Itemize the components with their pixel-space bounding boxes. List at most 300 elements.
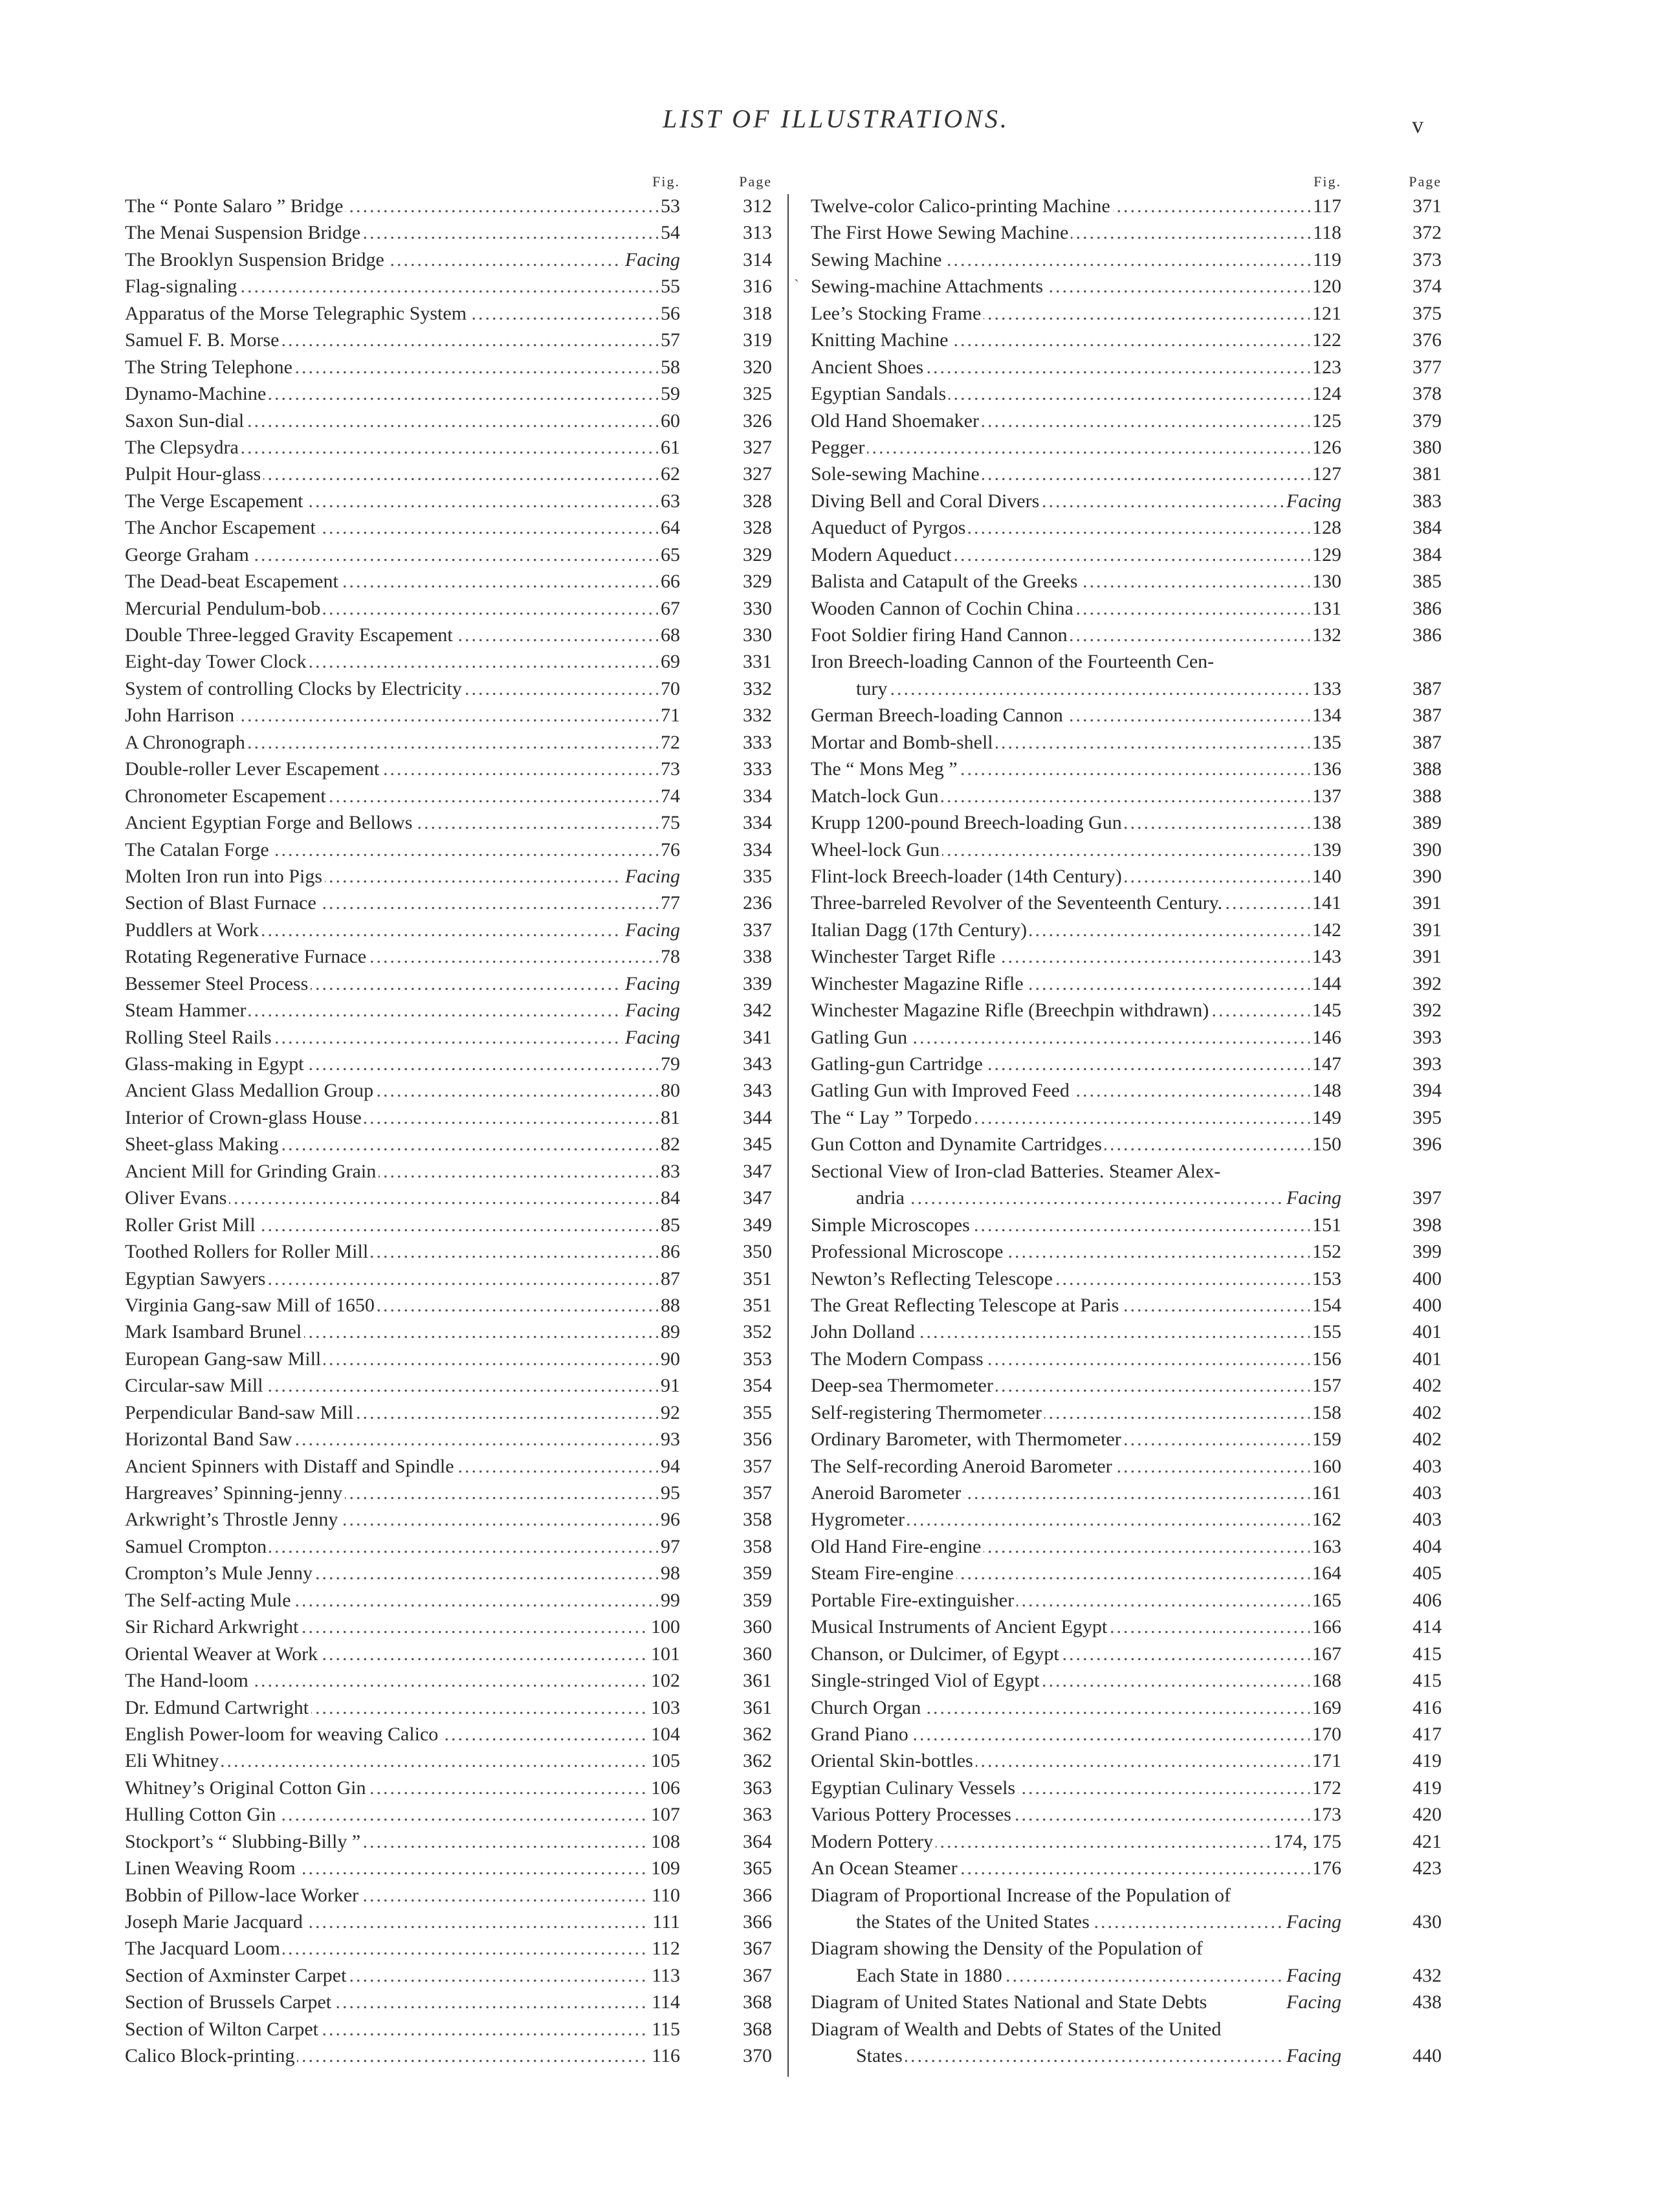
entry-fig-number: Facing bbox=[622, 1024, 680, 1051]
entry-caption-line bbox=[811, 1828, 1341, 1855]
entry-caption: Ancient Spinners with Distaff and Spindle bbox=[125, 1456, 457, 1477]
entry-caption: Gun Cotton and Dynamite Cartridges bbox=[811, 1133, 1105, 1155]
entry-page-number: 366 bbox=[743, 1911, 772, 1933]
entry-fig-number: 112 bbox=[649, 1935, 680, 1962]
entry-fig-number: 80 bbox=[658, 1077, 680, 1104]
entry-page-number: 359 bbox=[743, 1562, 772, 1584]
entry-fig-number: Facing bbox=[622, 970, 680, 997]
entry-caption-line bbox=[811, 568, 1341, 595]
entry-caption: Winchester Magazine Rifle bbox=[811, 973, 1026, 994]
entry-caption: Newton’s Reflecting Telescope bbox=[811, 1268, 1055, 1289]
entry-caption: Aqueduct of Pyrgos bbox=[811, 517, 968, 538]
entry-page-number: 393 bbox=[1413, 1026, 1442, 1048]
entry-caption-line bbox=[125, 193, 680, 219]
entry-caption-line bbox=[811, 488, 1341, 514]
entry-row bbox=[811, 970, 1442, 997]
entry-fig-number: 100 bbox=[648, 1614, 680, 1640]
entry-caption-line bbox=[125, 461, 680, 487]
entry-row bbox=[125, 568, 772, 595]
entry-row bbox=[794, 273, 1442, 300]
entry-fig-number: 156 bbox=[1310, 1346, 1341, 1372]
entry-row bbox=[125, 943, 772, 970]
entry-fig-number: Facing bbox=[622, 246, 680, 273]
entry-caption-line bbox=[811, 1051, 1341, 1077]
entry-fig-number: 81 bbox=[658, 1104, 680, 1131]
entry-row bbox=[811, 890, 1442, 916]
entry-fig-number: 160 bbox=[1310, 1453, 1341, 1480]
entry-row bbox=[125, 702, 772, 728]
entry-fig-number: 109 bbox=[648, 1855, 680, 1881]
entry-caption-line bbox=[811, 300, 1341, 327]
entry-row bbox=[811, 568, 1442, 595]
entry-caption: Toothed Rollers for Roller Mill bbox=[125, 1241, 371, 1262]
entry-row bbox=[811, 622, 1442, 648]
entry-caption: The Dead-beat Escapement bbox=[125, 571, 341, 592]
entry-fig-number: Facing bbox=[622, 997, 680, 1024]
entry-caption-line bbox=[811, 461, 1341, 487]
entry-caption: Mercurial Pendulum-bob bbox=[125, 598, 323, 619]
entry-fig-number: 79 bbox=[658, 1051, 680, 1077]
entry-caption-line bbox=[125, 2016, 680, 2042]
entry-caption-line bbox=[125, 1024, 680, 1051]
entry-fig-number: Facing bbox=[622, 917, 680, 943]
entry-caption-line bbox=[125, 354, 680, 380]
entry-fig-number: 104 bbox=[648, 1721, 680, 1747]
entry-caption-line bbox=[125, 1935, 680, 1962]
entry-row bbox=[125, 756, 772, 782]
entry-caption: Perpendicular Band-saw Mill bbox=[125, 1402, 356, 1423]
entry-fig-number: 143 bbox=[1310, 943, 1341, 970]
entry-fig-number: 54 bbox=[658, 219, 680, 246]
entry-caption-line bbox=[811, 1614, 1341, 1640]
entry-fig-number: 126 bbox=[1310, 434, 1341, 461]
entry-caption: tury bbox=[856, 678, 890, 699]
left-entry-list bbox=[125, 193, 772, 2070]
entry-page-number: 414 bbox=[1413, 1616, 1442, 1638]
entry-caption: The Brooklyn Suspension Bridge bbox=[125, 249, 387, 270]
entry-row bbox=[125, 890, 772, 916]
entry-row bbox=[125, 1747, 772, 1774]
entry-row bbox=[811, 1104, 1442, 1131]
entry-fig-number: 113 bbox=[649, 1962, 680, 1989]
entry-caption-line bbox=[125, 1667, 680, 1694]
entry-page-number: 366 bbox=[743, 1884, 772, 1906]
entry-row bbox=[811, 1292, 1442, 1319]
entry-page-number: 338 bbox=[743, 946, 772, 968]
entry-row bbox=[125, 809, 772, 836]
entry-caption-line bbox=[856, 1185, 1341, 1211]
entry-fig-number: Facing bbox=[622, 863, 680, 890]
entry-fig-number: 58 bbox=[658, 354, 680, 380]
entry-caption-line bbox=[125, 219, 680, 246]
entry-caption: Hargreaves’ Spinning-jenny bbox=[125, 1482, 345, 1504]
entry-page-number: 374 bbox=[1413, 276, 1442, 298]
entry-row bbox=[811, 354, 1442, 380]
entry-page-number: 392 bbox=[1413, 1000, 1442, 1022]
entry-fig-number: Facing bbox=[1284, 1185, 1341, 1211]
entry-fig-number: 97 bbox=[658, 1533, 680, 1560]
entry-caption: Sectional View of Iron-clad Batteries. Steamer Alex- bbox=[811, 1161, 1223, 1182]
entry-row bbox=[811, 917, 1442, 943]
entry-page-number: 362 bbox=[743, 1723, 772, 1745]
entry-fig-number: 68 bbox=[658, 622, 680, 648]
entry-fig-number: 171 bbox=[1310, 1747, 1341, 1774]
entry-page-number: 432 bbox=[1413, 1964, 1442, 1986]
entry-caption-line bbox=[125, 890, 680, 916]
entry-fig-number: 152 bbox=[1310, 1238, 1341, 1265]
entry-caption: Horizontal Band Saw bbox=[125, 1429, 294, 1450]
entry-page-number: 343 bbox=[743, 1080, 772, 1102]
entry-row bbox=[811, 542, 1442, 568]
entry-row bbox=[811, 1185, 1442, 1211]
entry-caption-line bbox=[811, 756, 1341, 782]
entry-page-number: 393 bbox=[1413, 1053, 1442, 1075]
entry-page-number: 370 bbox=[743, 2045, 772, 2067]
entry-fig-number: 67 bbox=[658, 595, 680, 622]
entry-page-number: 419 bbox=[1413, 1777, 1442, 1799]
entry-row bbox=[125, 1158, 772, 1185]
entry-fig-number: 135 bbox=[1310, 729, 1341, 756]
entry-page-number: 325 bbox=[743, 383, 772, 405]
entry-page-number: 354 bbox=[743, 1375, 772, 1397]
entry-caption-line bbox=[811, 837, 1341, 863]
entry-fig-number: 161 bbox=[1310, 1480, 1341, 1506]
entry-caption-line bbox=[811, 943, 1341, 970]
entry-caption-line bbox=[125, 756, 680, 782]
entry-caption: System of controlling Clocks by Electricity bbox=[125, 678, 465, 699]
entry-row bbox=[125, 1828, 772, 1855]
entry-page-number: 334 bbox=[743, 812, 772, 834]
entry-caption: Self-registering Thermometer bbox=[811, 1402, 1044, 1423]
entry-page-number: 386 bbox=[1413, 597, 1442, 619]
entry-row bbox=[125, 1185, 772, 1211]
entry-fig-number: 57 bbox=[658, 327, 680, 353]
entry-row bbox=[125, 1238, 772, 1265]
entry-fig-number: 66 bbox=[658, 568, 680, 595]
entry-fig-number: 85 bbox=[658, 1212, 680, 1238]
entry-caption-line bbox=[811, 1238, 1341, 1265]
entry-caption: Lee’s Stocking Frame bbox=[811, 303, 984, 324]
entry-page-number: 334 bbox=[743, 785, 772, 807]
entry-row bbox=[125, 595, 772, 622]
entry-row bbox=[125, 1667, 772, 1694]
entry-caption: The Anchor Escapement bbox=[125, 517, 318, 538]
entry-page-number: 438 bbox=[1413, 1991, 1442, 2013]
entry-caption-line bbox=[811, 1694, 1341, 1721]
entry-fig-number: 89 bbox=[658, 1319, 680, 1345]
entry-caption: Double Three-legged Gravity Escapement bbox=[125, 624, 456, 646]
entry-row bbox=[125, 675, 772, 702]
entry-fig-number: 168 bbox=[1310, 1667, 1341, 1694]
entry-row bbox=[125, 542, 772, 568]
entry-fig-number: 76 bbox=[658, 837, 680, 863]
entry-caption: Steam Fire-engine bbox=[811, 1562, 956, 1584]
entry-caption: Egyptian Culinary Vessels bbox=[811, 1777, 1018, 1799]
entry-row bbox=[811, 461, 1442, 487]
entry-page-number: 355 bbox=[743, 1401, 772, 1423]
entry-caption: Eli Whitney bbox=[125, 1750, 221, 1771]
entry-fig-number: 176 bbox=[1310, 1855, 1341, 1881]
entry-page-number: 405 bbox=[1413, 1562, 1442, 1584]
entry-caption: English Power-loom for weaving Calico bbox=[125, 1724, 441, 1745]
entry-caption: Modern Aqueduct bbox=[811, 544, 954, 565]
entry-caption-line bbox=[125, 1238, 680, 1265]
entry-row bbox=[811, 1641, 1442, 1667]
entry-caption: Chanson, or Dulcimer, of Egypt bbox=[811, 1643, 1062, 1665]
entry-row bbox=[125, 1346, 772, 1372]
entry-row bbox=[811, 193, 1442, 219]
entry-page-number: 430 bbox=[1413, 1911, 1442, 1933]
entry-row bbox=[811, 756, 1442, 782]
entry-page-number: 326 bbox=[743, 410, 772, 432]
entry-fig-number: 53 bbox=[658, 193, 680, 219]
entry-caption: Pulpit Hour-glass bbox=[125, 463, 263, 485]
entry-caption-line bbox=[811, 783, 1341, 809]
entry-caption: Sheet-glass Making bbox=[125, 1133, 281, 1155]
entry-row bbox=[125, 246, 772, 273]
entry-caption-line bbox=[125, 729, 680, 756]
entry-caption-line bbox=[811, 1560, 1341, 1586]
entry-page-number: 397 bbox=[1413, 1187, 1442, 1209]
entry-row bbox=[811, 1051, 1442, 1077]
entry-caption: Sir Richard Arkwright bbox=[125, 1616, 301, 1637]
entry-caption: The First Howe Sewing Machine bbox=[811, 222, 1071, 243]
entry-caption: Iron Breech-loading Cannon of the Fourteenth Cen- bbox=[811, 651, 1216, 672]
entry-row bbox=[125, 1506, 772, 1533]
entry-row bbox=[125, 1855, 772, 1881]
entry-caption: Diagram of Proportional Increase of the Population of bbox=[811, 1885, 1233, 1906]
entry-caption-line bbox=[811, 1721, 1341, 1747]
entry-row bbox=[811, 595, 1442, 622]
entry-caption: The Hand-loom bbox=[125, 1670, 251, 1691]
entry-row bbox=[811, 1614, 1442, 1640]
entry-page-number: 343 bbox=[743, 1053, 772, 1075]
entry-caption-line bbox=[125, 1775, 680, 1801]
entry-caption: Section of Blast Furnace bbox=[125, 892, 319, 914]
entry-caption: Single-stringed Viol of Egypt bbox=[811, 1670, 1042, 1691]
entry-row bbox=[811, 1882, 1442, 1909]
entry-row bbox=[125, 1131, 772, 1157]
entry-caption: Three-barreled Revolver of the Seventeenth Century. bbox=[811, 892, 1225, 914]
entry-caption: Gatling Gun with Improved Feed bbox=[811, 1080, 1072, 1101]
entry-fig-number: 132 bbox=[1310, 622, 1341, 648]
entry-caption: Aneroid Barometer bbox=[811, 1482, 963, 1504]
entry-fig-number: 73 bbox=[658, 756, 680, 782]
entry-caption: Joseph Marie Jacquard bbox=[125, 1911, 305, 1933]
entry-page-number: 384 bbox=[1413, 543, 1442, 565]
entry-caption: Diving Bell and Coral Divers bbox=[811, 490, 1042, 512]
entry-row bbox=[811, 488, 1442, 514]
entry-caption-line bbox=[811, 1265, 1341, 1292]
entry-caption: Flint-lock Breech-loader (14th Century) bbox=[811, 866, 1125, 887]
entry-caption-line bbox=[125, 1265, 680, 1292]
entry-caption-line bbox=[125, 488, 680, 514]
entry-row bbox=[125, 273, 772, 300]
entry-caption-line bbox=[125, 595, 680, 622]
entry-caption: Italian Dagg (17th Century) bbox=[811, 919, 1029, 941]
page-number: v bbox=[1412, 112, 1424, 138]
entry-row bbox=[811, 1372, 1442, 1399]
entry-fig-number: 86 bbox=[658, 1238, 680, 1265]
entry-page-number: 391 bbox=[1413, 919, 1442, 941]
entry-page-number: 333 bbox=[743, 758, 772, 780]
entry-fig-number: 145 bbox=[1310, 997, 1341, 1024]
entry-caption-line bbox=[811, 917, 1341, 943]
entry-row bbox=[125, 1587, 772, 1614]
entry-fig-number: Facing bbox=[1284, 1989, 1341, 2015]
entry-page-number: 391 bbox=[1413, 892, 1442, 914]
entry-fig-number: 157 bbox=[1310, 1372, 1341, 1399]
entry-row bbox=[125, 514, 772, 541]
entry-caption-line bbox=[811, 1882, 1341, 1909]
entry-page-number: 358 bbox=[743, 1509, 772, 1531]
entry-page-number: 327 bbox=[743, 463, 772, 485]
entry-row bbox=[811, 1667, 1442, 1694]
entry-page-number: 361 bbox=[743, 1670, 772, 1692]
entry-row bbox=[125, 1560, 772, 1586]
entry-caption: Winchester Target Rifle bbox=[811, 946, 998, 967]
entry-caption: Steam Hammer bbox=[125, 1000, 248, 1021]
entry-row bbox=[811, 219, 1442, 246]
entry-fig-number: 110 bbox=[649, 1882, 680, 1909]
entry-row bbox=[811, 837, 1442, 863]
entry-fig-number: 60 bbox=[658, 408, 680, 434]
entry-caption-line bbox=[125, 1828, 680, 1855]
entry-row bbox=[125, 219, 772, 246]
entry-page-number: 372 bbox=[1413, 222, 1442, 244]
entry-caption-line bbox=[811, 1024, 1341, 1051]
entry-page-number: 316 bbox=[743, 276, 772, 298]
page-title: LIST OF ILLUSTRATIONS. bbox=[663, 104, 1009, 133]
entry-caption-line bbox=[125, 1909, 680, 1935]
entry-row bbox=[125, 1721, 772, 1747]
entry-fig-number: 114 bbox=[649, 1989, 680, 2015]
entry-caption-line bbox=[811, 1104, 1341, 1131]
entry-row bbox=[125, 1801, 772, 1828]
entry-caption: The Menai Suspension Bridge bbox=[125, 222, 363, 243]
entry-fig-number: 120 bbox=[1310, 273, 1341, 300]
entry-fig-number: 139 bbox=[1310, 837, 1341, 863]
entry-caption: Gatling-gun Cartridge bbox=[811, 1053, 985, 1075]
entry-page-number: 364 bbox=[743, 1830, 772, 1852]
entry-caption-line bbox=[811, 1855, 1341, 1881]
entry-page-number: 345 bbox=[743, 1133, 772, 1155]
entry-fig-number: 138 bbox=[1310, 809, 1341, 836]
entry-caption-line bbox=[125, 273, 680, 300]
entry-caption: Interior of Crown-glass House bbox=[125, 1107, 364, 1128]
column-divider bbox=[787, 194, 789, 2077]
entry-caption-line bbox=[811, 890, 1341, 916]
entry-fig-number: 65 bbox=[658, 542, 680, 568]
entry-caption-line bbox=[811, 542, 1341, 568]
entry-row bbox=[811, 300, 1442, 327]
entry-caption: Musical Instruments of Ancient Egypt bbox=[811, 1616, 1110, 1637]
entry-caption-line bbox=[125, 1158, 680, 1185]
entry-caption: Foot Soldier firing Hand Cannon bbox=[811, 624, 1070, 646]
entry-caption-line bbox=[125, 943, 680, 970]
entry-caption: The Clepsydra bbox=[125, 437, 241, 458]
entry-fig-number: 115 bbox=[649, 2016, 680, 2042]
entry-caption-line bbox=[811, 1131, 1341, 1157]
entry-caption-line bbox=[811, 1641, 1341, 1667]
entry-page-number: 341 bbox=[743, 1026, 772, 1048]
entry-row bbox=[811, 246, 1442, 273]
entry-page-number: 375 bbox=[1413, 302, 1442, 324]
entry-row bbox=[811, 729, 1442, 756]
entry-row bbox=[811, 1747, 1442, 1774]
entry-page-number: 313 bbox=[743, 222, 772, 244]
entry-fig-number: 151 bbox=[1310, 1212, 1341, 1238]
entry-fig-number: 62 bbox=[658, 461, 680, 487]
entry-page-number: 367 bbox=[743, 1938, 772, 1960]
entry-row bbox=[811, 997, 1442, 1024]
entry-page-number: 342 bbox=[743, 1000, 772, 1022]
entry-caption-line bbox=[125, 1882, 680, 1909]
entry-fig-number: 91 bbox=[658, 1372, 680, 1399]
entry-fig-number: 154 bbox=[1310, 1292, 1341, 1319]
page-column-heading: Page bbox=[739, 173, 772, 190]
entry-caption: Diagram of Wealth and Debts of States of the United bbox=[811, 2019, 1224, 2040]
entry-caption-line bbox=[125, 1480, 680, 1506]
entry-caption: Roller Grist Mill bbox=[125, 1214, 258, 1236]
entry-caption: Rotating Regenerative Furnace bbox=[125, 946, 369, 967]
entry-caption-line bbox=[811, 1319, 1341, 1345]
entry-caption: Dynamo-Machine bbox=[125, 383, 269, 404]
entry-caption-line bbox=[811, 514, 1341, 541]
entry-fig-number: 146 bbox=[1310, 1024, 1341, 1051]
entry-caption-line bbox=[811, 1533, 1341, 1560]
entry-fig-number: 82 bbox=[658, 1131, 680, 1157]
entry-fig-number: 149 bbox=[1310, 1104, 1341, 1131]
entry-caption-line bbox=[856, 2042, 1341, 2069]
entry-caption: Old Hand Fire-engine bbox=[811, 1536, 984, 1557]
entry-caption-line bbox=[811, 1506, 1341, 1533]
entry-caption-line bbox=[125, 1801, 680, 1828]
entry-fig-number: 169 bbox=[1310, 1694, 1341, 1721]
entry-page-number: 361 bbox=[743, 1696, 772, 1718]
entry-caption-line bbox=[125, 1747, 680, 1774]
entry-caption: The Self-acting Mule bbox=[125, 1590, 294, 1611]
entry-fig-number: 150 bbox=[1310, 1131, 1341, 1157]
entry-caption-line bbox=[125, 434, 680, 461]
entry-caption-line bbox=[125, 1399, 680, 1426]
entry-caption: The Self-recording Aneroid Barometer bbox=[811, 1456, 1115, 1477]
entry-row bbox=[811, 1426, 1442, 1452]
entry-caption-line bbox=[125, 917, 680, 943]
entry-caption-line bbox=[811, 997, 1341, 1024]
entry-page-number: 403 bbox=[1413, 1482, 1442, 1504]
entry-row bbox=[125, 1399, 772, 1426]
entry-caption: Bobbin of Pillow-lace Worker bbox=[125, 1885, 361, 1906]
entry-page-number: 347 bbox=[743, 1187, 772, 1209]
entry-fig-number: 172 bbox=[1310, 1775, 1341, 1801]
entry-caption: Egyptian Sandals bbox=[811, 383, 949, 404]
entry-fig-number: 136 bbox=[1310, 756, 1341, 782]
entry-row bbox=[811, 434, 1442, 461]
entry-caption: Section of Axminster Carpet bbox=[125, 1965, 349, 1986]
entry-caption: Ancient Mill for Grinding Grain bbox=[125, 1161, 379, 1182]
entry-fig-number: 158 bbox=[1310, 1399, 1341, 1426]
entry-caption: Calico Block-printing bbox=[125, 2045, 297, 2066]
entry-caption: Knitting Machine bbox=[811, 329, 951, 351]
entry-caption: Stockport’s “ Slubbing-Billy ” bbox=[125, 1831, 363, 1852]
entry-row bbox=[125, 1533, 772, 1560]
entry-fig-number: 137 bbox=[1310, 783, 1341, 809]
entry-page-number: 403 bbox=[1413, 1455, 1442, 1477]
entry-caption: Rolling Steel Rails bbox=[125, 1027, 274, 1048]
entry-caption-line bbox=[125, 997, 680, 1024]
entry-caption-line bbox=[811, 622, 1341, 648]
